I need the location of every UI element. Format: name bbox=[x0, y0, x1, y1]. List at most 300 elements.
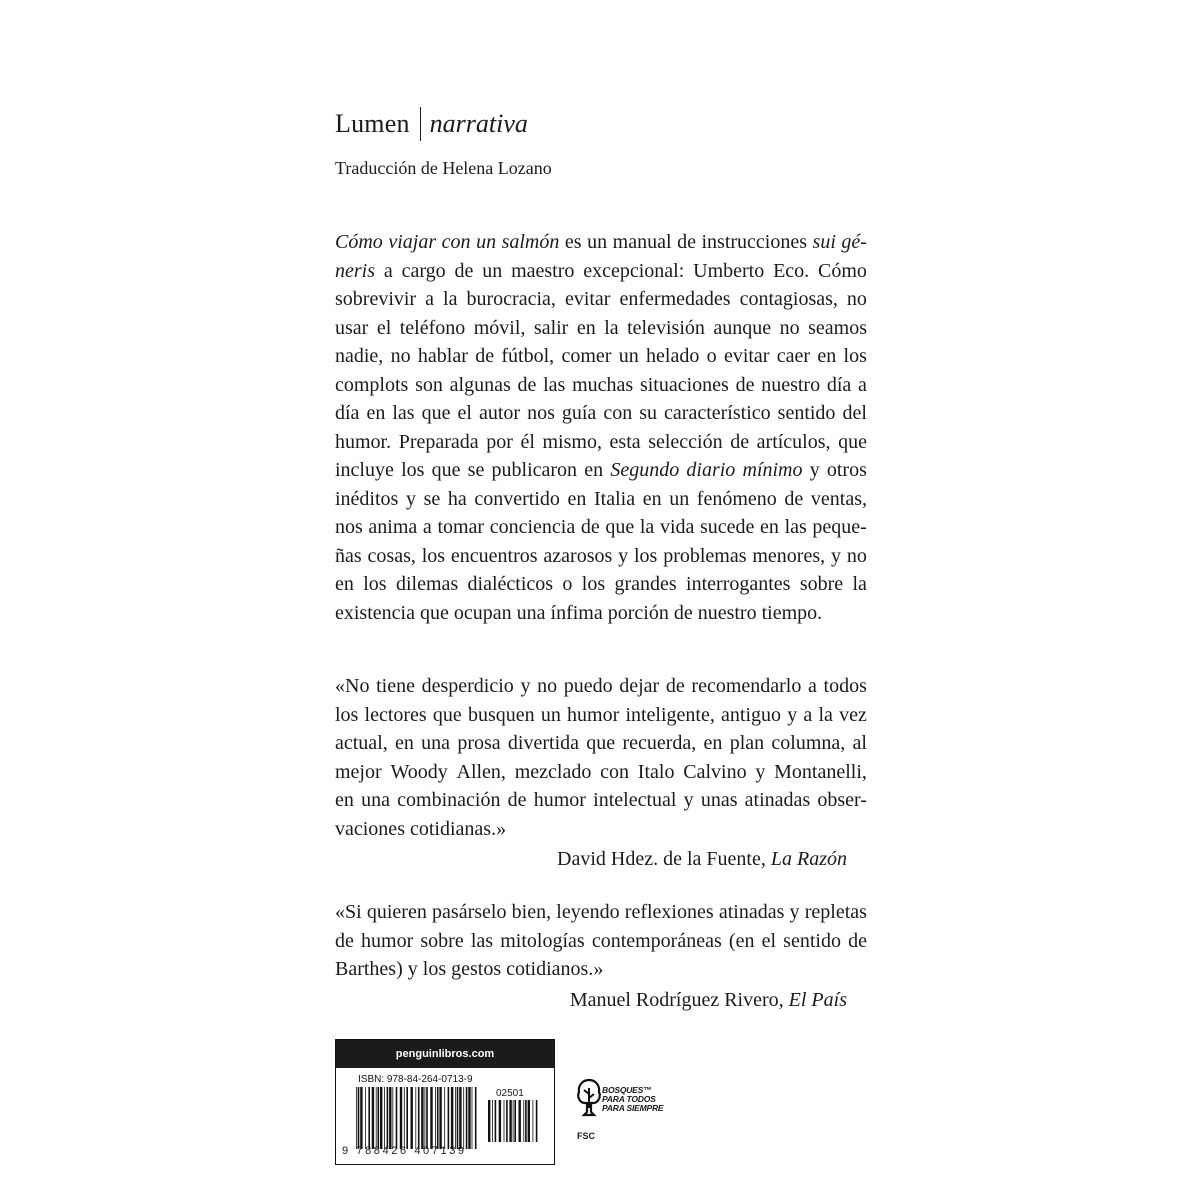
word: de bbox=[673, 601, 693, 624]
text-line bbox=[335, 371, 867, 400]
word: característico bbox=[664, 402, 771, 424]
barcode-bar bbox=[421, 1087, 423, 1149]
word: los bbox=[634, 544, 658, 567]
barcode-bar bbox=[430, 1087, 432, 1149]
word: de bbox=[665, 675, 685, 697]
barcode-bar bbox=[525, 1100, 527, 1142]
word: mejor bbox=[335, 760, 382, 783]
barcode-bar bbox=[376, 1087, 377, 1149]
word: selección bbox=[648, 430, 723, 453]
word: conciencia bbox=[489, 516, 576, 538]
word: un bbox=[669, 487, 690, 510]
word: nos bbox=[527, 402, 555, 424]
word: fútbol, bbox=[501, 345, 555, 367]
tree-icon bbox=[576, 1078, 602, 1128]
text-line bbox=[335, 927, 867, 956]
text-line bbox=[335, 513, 867, 542]
barcode-bar bbox=[365, 1087, 366, 1149]
word: nadie, bbox=[335, 345, 384, 367]
word: teléfono bbox=[399, 316, 466, 339]
word: seamos bbox=[808, 316, 867, 339]
review-attribution bbox=[335, 845, 867, 875]
barcode-bar bbox=[528, 1100, 530, 1142]
word: pasárselo bbox=[432, 901, 507, 923]
word: interrogantes bbox=[686, 573, 791, 595]
text-line bbox=[335, 786, 867, 815]
barcode-bar bbox=[435, 1087, 436, 1149]
word: cargo bbox=[401, 259, 446, 282]
word: ha bbox=[447, 487, 467, 510]
word: incluye bbox=[335, 459, 394, 481]
word: en bbox=[567, 487, 587, 510]
word: cotidianos.» bbox=[506, 958, 604, 980]
word: humor bbox=[567, 703, 620, 726]
barcode-bar bbox=[472, 1087, 473, 1149]
word: un bbox=[476, 231, 497, 253]
synopsis bbox=[335, 228, 867, 627]
word: Italia bbox=[593, 487, 636, 510]
barcode-bar bbox=[457, 1087, 459, 1149]
word: una bbox=[421, 732, 451, 754]
word: a bbox=[803, 703, 813, 726]
word: día bbox=[826, 373, 852, 396]
website-label: penguinlibros.com bbox=[336, 1040, 554, 1068]
word: tiempo. bbox=[761, 601, 823, 624]
barcode-bar bbox=[459, 1087, 461, 1149]
barcode-bar bbox=[513, 1100, 514, 1142]
review-quote-text bbox=[335, 672, 867, 843]
word: Eco. bbox=[773, 259, 810, 282]
text-line bbox=[335, 285, 867, 314]
barcode-bar bbox=[514, 1100, 516, 1142]
barcode-bar bbox=[475, 1087, 477, 1149]
review-quote-text bbox=[335, 898, 867, 984]
word: complots bbox=[335, 373, 409, 396]
barcode-bar bbox=[437, 1087, 439, 1149]
word: en bbox=[703, 732, 723, 754]
word: leyendo bbox=[556, 901, 620, 923]
word: el bbox=[457, 402, 472, 424]
word: en bbox=[335, 789, 354, 811]
word: y bbox=[787, 703, 798, 726]
word: algunas bbox=[449, 373, 511, 396]
word: nuestro bbox=[761, 373, 821, 396]
word: de bbox=[517, 373, 537, 396]
word: un bbox=[482, 259, 503, 282]
text-line bbox=[335, 314, 867, 343]
word: la bbox=[604, 316, 619, 339]
text-line bbox=[335, 257, 867, 286]
word: repletas bbox=[804, 901, 867, 923]
word: humor. bbox=[335, 430, 392, 453]
word: reflexiones bbox=[624, 901, 714, 923]
word: sui bbox=[812, 231, 836, 253]
word: de bbox=[335, 929, 354, 952]
word: y bbox=[405, 487, 416, 510]
word: que bbox=[419, 601, 449, 624]
review-author: David Hdez. de la Fuente, bbox=[557, 848, 771, 870]
barcode-bar bbox=[499, 1100, 501, 1142]
text-line bbox=[335, 570, 867, 599]
word: cosas, bbox=[367, 544, 416, 567]
word: con bbox=[600, 760, 630, 783]
word: es bbox=[564, 231, 582, 253]
word: dialécticos bbox=[467, 573, 554, 595]
barcode-bar bbox=[360, 1087, 362, 1149]
word: quieren bbox=[366, 901, 427, 923]
word: no bbox=[779, 316, 800, 339]
word: no bbox=[390, 345, 411, 367]
word: existencia bbox=[335, 601, 415, 624]
word: porción bbox=[607, 601, 669, 624]
word: otros bbox=[826, 459, 867, 481]
barcode-bar bbox=[396, 1087, 398, 1149]
word: en bbox=[366, 402, 386, 424]
word: de bbox=[475, 345, 495, 367]
word: guía bbox=[561, 402, 597, 424]
barcode-bar bbox=[463, 1087, 464, 1149]
word: el bbox=[376, 316, 392, 339]
word: son bbox=[415, 373, 443, 396]
text-line bbox=[335, 701, 867, 730]
isbn-label: ISBN: 978-84-264-0713-9 bbox=[358, 1074, 473, 1085]
review-quote-2 bbox=[335, 898, 867, 1016]
word: salmón bbox=[501, 231, 560, 253]
word: combinación bbox=[397, 789, 501, 811]
barcode-bar bbox=[488, 1100, 490, 1142]
word: y bbox=[809, 459, 820, 481]
word: nos bbox=[335, 516, 363, 538]
fsc-slogan-line: PARA TODOS bbox=[602, 1094, 656, 1104]
word: aunque bbox=[713, 316, 772, 339]
fsc-logo bbox=[574, 1078, 704, 1153]
word: los bbox=[581, 573, 606, 595]
word: el bbox=[761, 929, 777, 952]
text-line bbox=[335, 485, 867, 514]
collection-name: narrativa bbox=[429, 109, 528, 138]
review-source: La Razón bbox=[770, 848, 847, 870]
word: por bbox=[486, 430, 513, 453]
word: Italo bbox=[637, 760, 675, 783]
word: nuestro bbox=[697, 601, 757, 624]
word: a bbox=[808, 675, 817, 697]
barcode-digits: 9 788426 407139 bbox=[342, 1145, 467, 1157]
word: y bbox=[755, 760, 766, 783]
review-quote-1 bbox=[335, 672, 867, 875]
barcode-bar bbox=[378, 1087, 380, 1149]
word: diario bbox=[686, 459, 736, 481]
word: un bbox=[540, 703, 561, 726]
word: divertida bbox=[507, 732, 580, 754]
text-line bbox=[335, 672, 867, 701]
text-line bbox=[335, 898, 867, 927]
barcode-bar bbox=[466, 1087, 468, 1149]
word: publicaron bbox=[491, 459, 578, 481]
word: a bbox=[422, 516, 432, 538]
word: la bbox=[818, 703, 833, 726]
word: de bbox=[730, 430, 750, 453]
word: a bbox=[425, 288, 435, 310]
barcode-bar bbox=[392, 1087, 393, 1149]
word: una bbox=[516, 601, 546, 624]
word: la bbox=[443, 288, 458, 310]
word: todos bbox=[823, 675, 867, 697]
barcode-bar bbox=[418, 1087, 420, 1149]
word: tomar bbox=[437, 516, 485, 538]
word: (en bbox=[728, 929, 755, 952]
word: viajar bbox=[388, 231, 437, 253]
word: sobre bbox=[420, 929, 464, 952]
word: «No bbox=[335, 675, 370, 697]
barcode-bar bbox=[415, 1087, 416, 1149]
word: de bbox=[735, 373, 755, 396]
word: puedo bbox=[563, 675, 613, 697]
word: que bbox=[421, 402, 451, 424]
word: «Si bbox=[335, 901, 362, 923]
review-attribution bbox=[335, 986, 867, 1016]
word: columna, bbox=[771, 732, 846, 754]
word: instrucciones bbox=[701, 231, 808, 253]
word: se bbox=[467, 459, 485, 481]
word: gé- bbox=[841, 231, 867, 253]
word: él bbox=[520, 430, 535, 453]
word: los bbox=[363, 573, 387, 595]
word: que bbox=[431, 459, 461, 481]
word: y bbox=[831, 544, 841, 567]
word: que bbox=[838, 430, 867, 453]
word: maestro bbox=[511, 259, 575, 282]
word: Allen, bbox=[456, 760, 506, 783]
text-line bbox=[335, 399, 867, 428]
word: mitologías bbox=[500, 929, 585, 952]
word: del bbox=[842, 402, 867, 424]
word: en bbox=[642, 487, 662, 510]
barcode-bar bbox=[400, 1087, 402, 1149]
barcode-bar bbox=[426, 1087, 428, 1149]
word: manual bbox=[612, 231, 672, 253]
barcode-bar bbox=[444, 1087, 445, 1149]
word: cotidianas.» bbox=[409, 817, 507, 840]
word: ñas bbox=[335, 544, 362, 567]
word: una bbox=[361, 789, 390, 811]
word: gestos bbox=[451, 958, 502, 980]
barcode-bar bbox=[384, 1087, 385, 1149]
word: Preparada bbox=[398, 430, 479, 453]
word: contagiosas, bbox=[739, 288, 838, 310]
word: Segundo bbox=[610, 459, 680, 481]
text-line bbox=[335, 342, 867, 371]
word: tiene bbox=[376, 675, 415, 697]
word: artículos, bbox=[756, 430, 831, 453]
word: bien, bbox=[511, 901, 552, 923]
word: de bbox=[454, 259, 474, 282]
word: su bbox=[639, 402, 658, 424]
word: anima bbox=[368, 516, 418, 538]
word: con bbox=[603, 402, 633, 424]
word: inteligente, bbox=[625, 703, 715, 726]
fsc-slogan bbox=[602, 1086, 663, 1113]
word: vaciones bbox=[335, 817, 405, 840]
word: a bbox=[383, 259, 393, 282]
word: busquen bbox=[467, 703, 535, 726]
word: no bbox=[846, 288, 867, 310]
word: dejar bbox=[619, 675, 660, 697]
text-line bbox=[335, 428, 867, 457]
word: recomendarlo bbox=[691, 675, 802, 697]
word: Calvino bbox=[683, 760, 747, 783]
word: neris bbox=[335, 259, 375, 282]
word: grandes bbox=[614, 573, 677, 595]
word: encuentros bbox=[450, 544, 538, 567]
word: mismo, bbox=[542, 430, 602, 453]
word: muchas bbox=[572, 373, 634, 396]
word: y bbox=[683, 789, 694, 811]
word: ínfima bbox=[550, 601, 603, 624]
word: Montanelli, bbox=[774, 760, 867, 783]
barcode-bar bbox=[368, 1087, 370, 1149]
word: día bbox=[335, 402, 360, 424]
barcode-bar bbox=[495, 1100, 497, 1142]
barcode-bar bbox=[468, 1087, 470, 1149]
text-line bbox=[335, 729, 867, 758]
publisher-name: Lumen bbox=[335, 109, 410, 138]
barcode-bar bbox=[372, 1087, 374, 1149]
word: y bbox=[618, 544, 629, 567]
word: de bbox=[677, 231, 696, 253]
word: azarosos bbox=[543, 544, 613, 567]
word: de bbox=[507, 789, 527, 811]
word: sobre bbox=[799, 573, 844, 595]
word: las bbox=[470, 929, 494, 952]
word: y bbox=[520, 675, 531, 697]
word: fenómeno bbox=[696, 487, 777, 510]
barcode-bar bbox=[451, 1087, 453, 1149]
word: un bbox=[618, 345, 639, 367]
word: las bbox=[392, 402, 415, 424]
word: la bbox=[639, 516, 655, 538]
word: vida bbox=[659, 516, 695, 538]
word: intelectual bbox=[593, 789, 677, 811]
word: dilemas bbox=[395, 573, 459, 595]
word: autor bbox=[478, 402, 521, 424]
barcode-bar bbox=[387, 1087, 389, 1149]
word: unas bbox=[700, 789, 738, 811]
barcode-bar bbox=[404, 1087, 405, 1149]
word: problemas bbox=[663, 544, 747, 567]
word: móvil, bbox=[473, 316, 526, 339]
word: lectores bbox=[364, 703, 427, 726]
word: peque- bbox=[812, 516, 867, 538]
word: evitar bbox=[723, 345, 770, 367]
word: desperdicio bbox=[421, 675, 514, 697]
fsc-slogan-line: PARA SIEMPRE bbox=[602, 1103, 664, 1113]
word: los bbox=[422, 958, 447, 980]
barcode-bar bbox=[492, 1100, 493, 1142]
translator-credit: Traducción de Helena Lozano bbox=[335, 158, 552, 178]
word: a bbox=[858, 373, 867, 396]
word: en bbox=[576, 316, 596, 339]
word: helado bbox=[646, 345, 700, 367]
barcode-bar bbox=[519, 1100, 521, 1142]
brand-divider bbox=[420, 107, 421, 141]
review-author: Manuel Rodríguez Rivero, bbox=[569, 988, 789, 1011]
publisher-logo bbox=[335, 106, 528, 142]
word: excepcional: bbox=[583, 259, 685, 282]
word: comer bbox=[561, 345, 612, 367]
barcode-bar bbox=[356, 1087, 357, 1149]
word: sentido bbox=[777, 402, 836, 424]
word: plan bbox=[729, 732, 765, 754]
barcode-icon bbox=[356, 1087, 478, 1149]
word: ocupan bbox=[453, 601, 512, 624]
word: Cómo bbox=[818, 259, 867, 282]
word: sobrevivir bbox=[335, 288, 417, 310]
barcode-bar bbox=[406, 1087, 408, 1149]
word: hablar bbox=[417, 345, 468, 367]
word: inéditos bbox=[335, 487, 399, 510]
barcode-panel bbox=[335, 1039, 555, 1165]
word: en bbox=[760, 516, 779, 538]
word: Woody bbox=[390, 760, 448, 783]
barcode-bar bbox=[533, 1100, 534, 1142]
fsc-label: FSC bbox=[577, 1131, 595, 1141]
text-line bbox=[335, 815, 867, 844]
barcode-bar bbox=[389, 1087, 391, 1149]
text-line bbox=[335, 599, 867, 628]
price-code: 02501 bbox=[496, 1088, 524, 1099]
word: de bbox=[848, 929, 867, 952]
addon-barcode-icon bbox=[488, 1100, 540, 1142]
word: que bbox=[605, 516, 635, 538]
word: enfermedades bbox=[619, 288, 731, 310]
word: humor bbox=[361, 929, 414, 952]
barcode-bar bbox=[425, 1087, 426, 1149]
barcode-bar bbox=[509, 1100, 511, 1142]
barcode-bar bbox=[358, 1087, 360, 1149]
word: mezclado bbox=[514, 760, 592, 783]
word: o bbox=[562, 573, 573, 595]
word: de bbox=[580, 516, 600, 538]
review-source: El País bbox=[788, 988, 847, 1011]
barcode-bar bbox=[448, 1087, 450, 1149]
word: sentido bbox=[783, 929, 841, 952]
word: actual, bbox=[335, 732, 388, 754]
word: las bbox=[784, 516, 807, 538]
word: con bbox=[441, 231, 471, 253]
word: menores, bbox=[752, 544, 826, 567]
word: al bbox=[852, 732, 867, 754]
text-line bbox=[335, 542, 867, 571]
barcode-bar bbox=[506, 1100, 508, 1142]
word: un bbox=[587, 231, 608, 253]
word: prosa bbox=[457, 732, 501, 754]
word: televisión bbox=[627, 316, 705, 339]
word: o bbox=[706, 345, 717, 367]
barcode-bar bbox=[536, 1100, 538, 1142]
word: contemporáneas bbox=[591, 929, 722, 952]
word: no bbox=[846, 544, 867, 567]
fsc-slogan-line: BOSQUES™ bbox=[602, 1085, 652, 1095]
word: Umberto bbox=[693, 259, 765, 282]
word: que bbox=[432, 703, 462, 726]
word: la bbox=[852, 573, 867, 595]
word: Barthes) bbox=[335, 958, 403, 980]
word: se bbox=[423, 487, 441, 510]
barcode-bar bbox=[439, 1087, 441, 1149]
word: en bbox=[817, 345, 837, 367]
word: que bbox=[586, 732, 616, 754]
word: y bbox=[407, 958, 418, 980]
